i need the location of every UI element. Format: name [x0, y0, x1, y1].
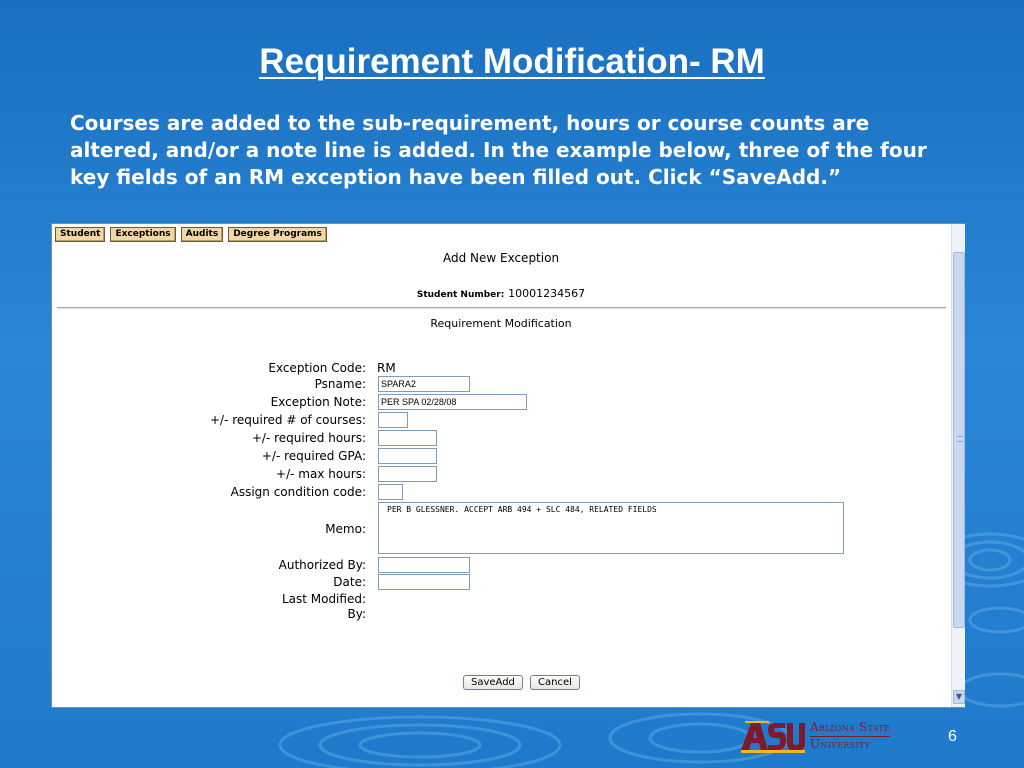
- condition-code-label: Assign condition code:: [230, 485, 366, 499]
- cancel-button[interactable]: Cancel: [530, 675, 580, 690]
- psname-label: Psname:: [314, 377, 366, 391]
- tab-student[interactable]: Student: [55, 227, 105, 242]
- asu-logo-mark: [741, 720, 805, 753]
- required-gpa-label: +/- required GPA:: [261, 449, 366, 463]
- last-modified-label-line1: Last Modified:: [281, 592, 366, 606]
- psname-field[interactable]: SPARA2: [378, 376, 470, 392]
- tab-audits[interactable]: Audits: [181, 227, 224, 242]
- asu-logo-wordmark: [810, 720, 890, 752]
- required-courses-field[interactable]: [378, 412, 408, 428]
- slide-body-text: Courses are added to the sub-requirement, hours or course counts are altered, and/or a note line is added. In the example below, three of the four key fields of an RM exception have been filled out. Click “SaveAdd.”: [70, 111, 927, 189]
- max-hours-field[interactable]: [378, 466, 437, 482]
- authorized-by-label: Authorized By:: [278, 558, 366, 572]
- slide-title: Requirement Modification- RM: [259, 42, 765, 81]
- screenshot-window: [51, 223, 965, 708]
- section-title: Requirement Modification: [430, 317, 572, 330]
- student-number-row: [52, 286, 950, 300]
- authorized-by-field[interactable]: [378, 557, 470, 573]
- tab-exceptions[interactable]: Exceptions: [110, 227, 175, 242]
- nav-tabs: [55, 227, 327, 243]
- slide-page-number: 6: [948, 728, 957, 745]
- asu-logo: [741, 720, 923, 753]
- student-number-value: 10001234567: [508, 287, 586, 300]
- last-modified-label: [282, 592, 366, 622]
- condition-code-field[interactable]: [378, 484, 403, 500]
- vertical-scrollbar[interactable]: [951, 224, 965, 707]
- logo-line-1: Arizona State: [810, 720, 890, 737]
- required-gpa-field[interactable]: [378, 448, 437, 464]
- exception-code-value: RM: [377, 361, 396, 375]
- required-courses-label: +/- required # of courses:: [210, 413, 366, 427]
- exception-code-label: Exception Code:: [268, 361, 366, 375]
- divider: [57, 307, 946, 309]
- logo-line-2: University: [810, 737, 871, 751]
- memo-textarea[interactable]: PER B GLESSNER. ACCEPT ARB 494 + SLC 484, RELATED FIELDS: [378, 502, 844, 554]
- last-modified-label-line2: By:: [347, 607, 366, 621]
- scrollbar-grip-icon: [957, 436, 963, 442]
- max-hours-label: +/- max hours:: [276, 467, 366, 481]
- exception-note-label: Exception Note:: [270, 395, 366, 409]
- scrollbar-thumb[interactable]: [953, 252, 965, 628]
- required-hours-label: +/- required hours:: [251, 431, 366, 445]
- date-label: Date:: [333, 575, 366, 589]
- date-field[interactable]: [378, 574, 470, 590]
- tab-degree-programs[interactable]: Degree Programs: [228, 227, 327, 242]
- exception-note-field[interactable]: PER SPA 02/28/08: [378, 394, 527, 410]
- student-number-label: Student Number:: [416, 290, 505, 300]
- memo-label: Memo:: [325, 522, 366, 536]
- save-add-button[interactable]: SaveAdd: [463, 675, 523, 690]
- page-header: Add New Exception: [442, 251, 560, 265]
- scroll-down-arrow-icon[interactable]: ▼: [953, 690, 965, 704]
- required-hours-field[interactable]: [378, 430, 437, 446]
